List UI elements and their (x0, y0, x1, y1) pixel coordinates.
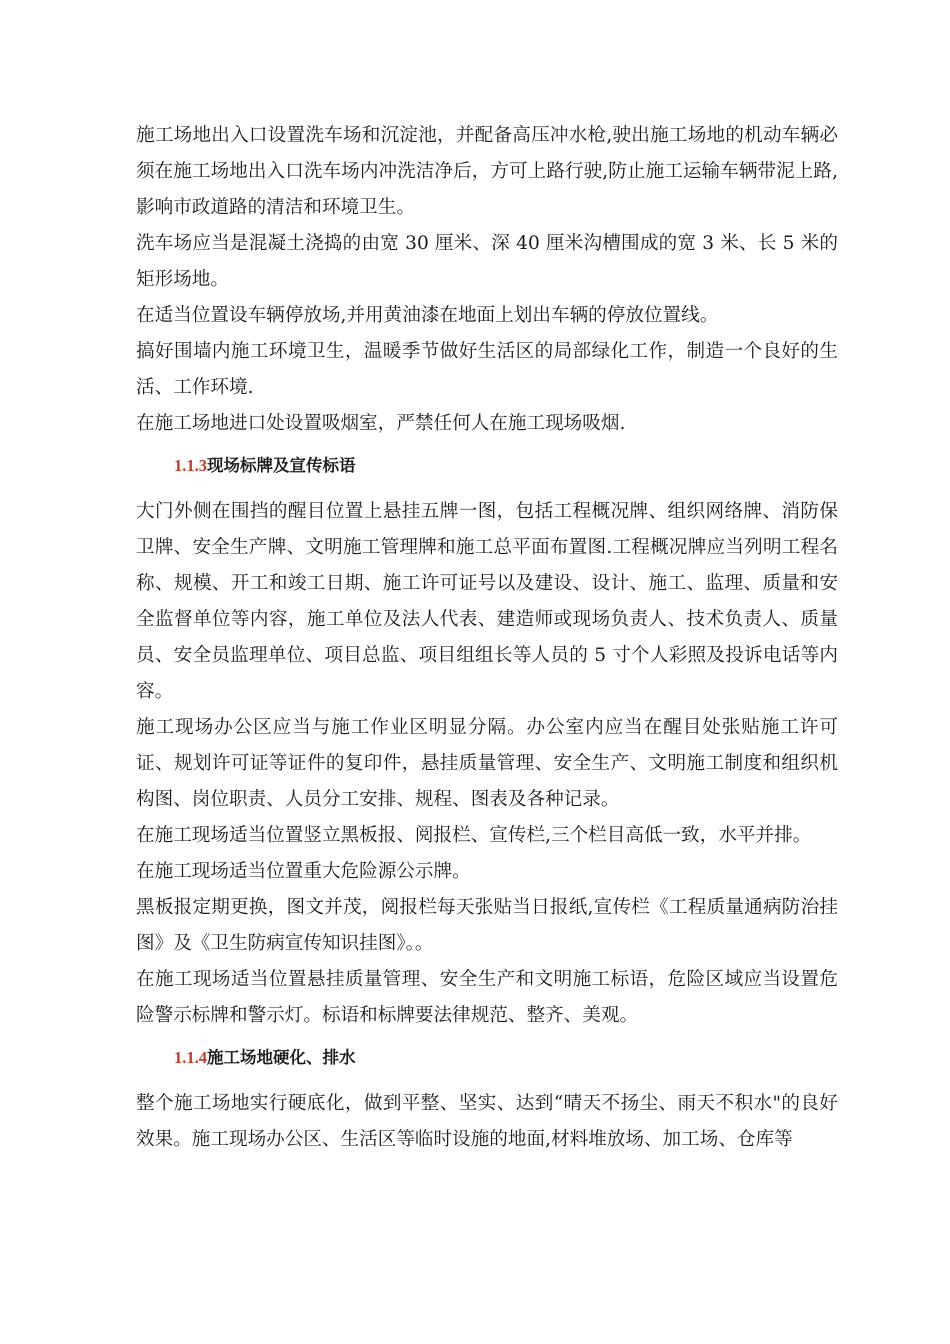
paragraph: 黑板报定期更换，图文并茂，阅报栏每天张贴当日报纸,宣传栏《工程质量通病防治挂图》及《卫生防病宣传知识挂图》。。 (136, 897, 838, 954)
section-number: 1.1.3 (174, 456, 207, 475)
paragraph: 大门外侧在围挡的醒目位置上悬挂五牌一图，包括工程概况牌、组织网络牌、消防保卫牌、安全生产牌、文明施工管理牌和施工总平面布置图.工程概况牌应当列明工程名称、规模、开工和竣工日期、施工许可证号以及建设、设计、施工、监理、质量和安全监督单位等内容，施工单位及法人代表、建造师或现场负责人、技术负责人、质量员、安全员监理单位、项目总监、项目组组长等人员的 5 寸个人彩照及投诉电话等内容。 (136, 501, 838, 702)
paragraph: 施工现场办公区应当与施工作业区明显分隔。办公室内应当在醒目处张贴施工许可证、规划许可证等证件的复印件，悬挂质量管理、安全生产、文明施工制度和组织机构图、岗位职责、人员分工安排、规程、图表及各种记录。 (136, 717, 838, 810)
paragraph: 在适当位置设车辆停放场,并用黄油漆在地面上划出车辆的停放位置线。 (136, 305, 719, 326)
paragraph: 整个施工场地实行硬底化，做到平整、坚实、达到“晴天不扬尘、雨天不积水"的良好效果。施工现场办公区、生活区等临时设施的地面,材料堆放场、加工场、仓库等 (136, 1093, 838, 1150)
paragraph: 在施工场地进口处设置吸烟室，严禁任何人在施工现场吸烟. (136, 413, 626, 434)
paragraph: 施工场地出入口设置洗车场和沉淀池，并配备高压冲水枪,驶出施工场地的机动车辆必须在施工场地出入口洗车场内冲洗洁净后，方可上路行驶,防止施工运输车辆带泥上路,影响市政道路的清洁和环境卫生。 (136, 125, 838, 218)
paragraph: 在施工现场适当位置竖立黑板报、阅报栏、宣传栏,三个栏目高低一致，水平并排。 (136, 825, 812, 846)
section-number: 1.1.4 (174, 1048, 207, 1067)
paragraph: 搞好围墙内施工环境卫生，温暖季节做好生活区的局部绿化工作，制造一个良好的生活、工作环境. (136, 341, 838, 398)
section-heading-1-1-3 (174, 448, 950, 484)
section-title: 现场标牌及宣传标语 (207, 456, 356, 475)
section-heading-1-1-4 (174, 1040, 950, 1076)
document-body (0, 118, 950, 1158)
paragraph: 洗车场应当是混凝土浇捣的由宽 30 厘米、深 40 厘米沟槽围成的宽 3 米、长 5 米的矩形场地。 (136, 233, 838, 290)
paragraph: 在施工现场适当位置重大危险源公示牌。 (136, 861, 471, 882)
section-title: 施工场地硬化、排水 (207, 1048, 356, 1067)
paragraph: 在施工现场适当位置悬挂质量管理、安全生产和文明施工标语，危险区域应当设置危险警示标牌和警示灯。标语和标牌要法律规范、整齐、美观。 (136, 969, 838, 1026)
